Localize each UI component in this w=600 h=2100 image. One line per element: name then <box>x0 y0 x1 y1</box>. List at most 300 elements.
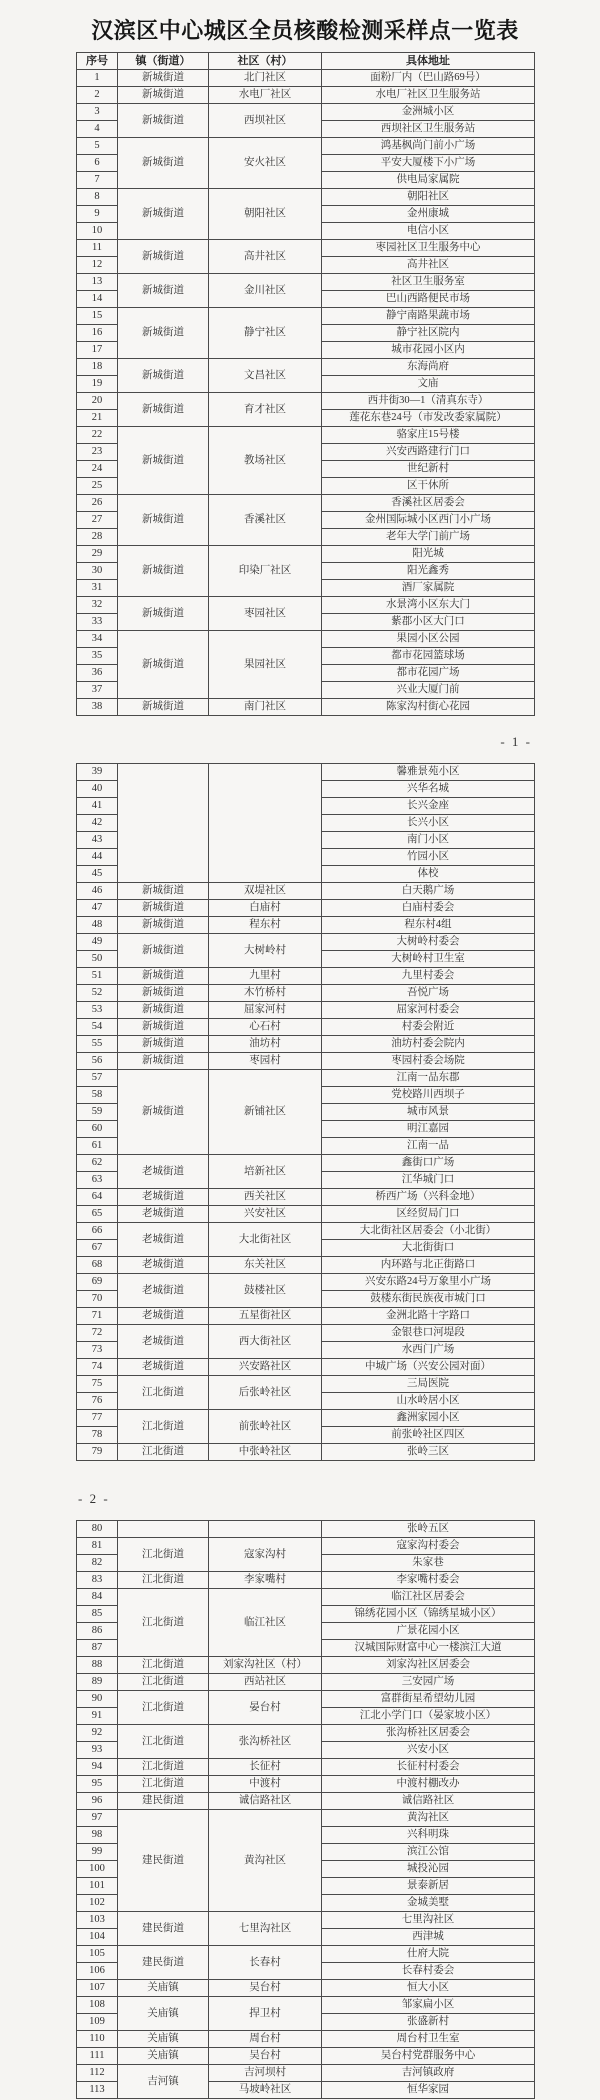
table-row <box>77 1912 535 1929</box>
address-cell: 李家嘴村委会 <box>322 1572 535 1589</box>
community-cell: 枣园社区 <box>209 597 322 631</box>
address-cell: 西井街30—1（清真东寺） <box>322 393 535 410</box>
address-cell: 党校路川西坝子 <box>322 1087 535 1104</box>
row-number-cell: 88 <box>77 1657 118 1674</box>
table-row <box>77 427 535 444</box>
community-cell: 张沟桥社区 <box>209 1725 322 1759</box>
address-cell: 城市风景 <box>322 1104 535 1121</box>
table-row <box>77 1572 535 1589</box>
town-cell: 江北街道 <box>118 1759 209 1776</box>
address-cell: 寇家沟村委会 <box>322 1538 535 1555</box>
community-cell: 新铺社区 <box>209 1070 322 1155</box>
community-cell: 大树岭村 <box>209 934 322 968</box>
community-cell: 李家嘴村 <box>209 1572 322 1589</box>
row-number-cell: 92 <box>77 1725 118 1742</box>
town-cell: 新城街道 <box>118 1053 209 1070</box>
town-cell: 江北街道 <box>118 1725 209 1759</box>
town-cell: 新城街道 <box>118 189 209 240</box>
address-cell: 吾悦广场 <box>322 985 535 1002</box>
address-cell: 大北街社区居委会（小北街） <box>322 1223 535 1240</box>
community-cell: 大北街社区 <box>209 1223 322 1257</box>
row-number-cell: 111 <box>77 2048 118 2065</box>
address-cell: 山水岭居小区 <box>322 1393 535 1410</box>
address-cell: 白庙村委会 <box>322 900 535 917</box>
town-cell: 建民街道 <box>118 1793 209 1810</box>
row-number-cell: 71 <box>77 1308 118 1325</box>
community-cell: 马坡岭社区 <box>209 2082 322 2099</box>
row-number-cell: 95 <box>77 1776 118 1793</box>
address-cell: 阳光鑫秀 <box>322 563 535 580</box>
address-cell: 兴业大厦门前 <box>322 682 535 699</box>
col-header-town: 镇（街道） <box>118 53 209 70</box>
address-cell: 枣园社区卫生服务中心 <box>322 240 535 257</box>
address-cell: 金州康城 <box>322 206 535 223</box>
row-number-cell: 44 <box>77 849 118 866</box>
col-header-community: 社区（村） <box>209 53 322 70</box>
town-cell: 老城街道 <box>118 1223 209 1257</box>
row-number-cell: 51 <box>77 968 118 985</box>
row-number-cell: 47 <box>77 900 118 917</box>
table-row <box>77 1997 535 2014</box>
table-row <box>77 2048 535 2065</box>
table-row <box>77 495 535 512</box>
row-number-cell: 50 <box>77 951 118 968</box>
town-cell: 江北街道 <box>118 1572 209 1589</box>
table-row <box>77 1410 535 1427</box>
table-row <box>77 2031 535 2048</box>
town-cell: 新城街道 <box>118 985 209 1002</box>
address-cell: 平安大厦楼下小广场 <box>322 155 535 172</box>
row-number-cell: 11 <box>77 240 118 257</box>
address-cell: 高井社区 <box>322 257 535 274</box>
town-cell: 新城街道 <box>118 87 209 104</box>
address-cell: 紫郡小区大门口 <box>322 614 535 631</box>
address-cell: 社区卫生服务室 <box>322 274 535 291</box>
address-cell: 都市花园广场 <box>322 665 535 682</box>
row-number-cell: 110 <box>77 2031 118 2048</box>
town-cell: 江北街道 <box>118 1376 209 1410</box>
table-row <box>77 1538 535 1555</box>
row-number-cell: 107 <box>77 1980 118 1997</box>
row-number-cell: 101 <box>77 1878 118 1895</box>
community-cell: 兴安社区 <box>209 1206 322 1223</box>
town-cell: 新城街道 <box>118 308 209 359</box>
page-title: 汉滨区中心城区全员核酸检测采样点一览表 <box>91 18 519 43</box>
address-cell: 朱家巷 <box>322 1555 535 1572</box>
community-cell: 屈家河村 <box>209 1002 322 1019</box>
row-number-cell: 33 <box>77 614 118 631</box>
town-cell: 建民街道 <box>118 1912 209 1946</box>
town-cell: 新城街道 <box>118 274 209 308</box>
address-cell: 区干休所 <box>322 478 535 495</box>
address-cell: 前张岭社区四区 <box>322 1427 535 1444</box>
table-body-page-2 <box>77 764 535 1461</box>
community-cell: 教场社区 <box>209 427 322 495</box>
community-cell: 西坝社区 <box>209 104 322 138</box>
row-number-cell: 63 <box>77 1172 118 1189</box>
town-cell: 老城街道 <box>118 1257 209 1274</box>
row-number-cell: 14 <box>77 291 118 308</box>
address-cell: 长春村委会 <box>322 1963 535 1980</box>
community-cell: 后张岭社区 <box>209 1376 322 1410</box>
address-cell: 枣园村委会场院 <box>322 1053 535 1070</box>
community-cell: 晏台村 <box>209 1691 322 1725</box>
table-row <box>77 1189 535 1206</box>
address-cell: 面粉厂内（巴山路69号） <box>322 70 535 87</box>
row-number-cell: 72 <box>77 1325 118 1342</box>
row-number-cell: 83 <box>77 1572 118 1589</box>
address-cell: 兴安东路24号万象里小广场 <box>322 1274 535 1291</box>
row-number-cell: 89 <box>77 1674 118 1691</box>
row-number-cell: 30 <box>77 563 118 580</box>
address-cell: 兴科明珠 <box>322 1827 535 1844</box>
address-cell: 滨江公馆 <box>322 1844 535 1861</box>
address-cell: 江南一品 <box>322 1138 535 1155</box>
address-cell: 兴安西路建行门口 <box>322 444 535 461</box>
table-row <box>77 1674 535 1691</box>
address-cell: 中城广场（兴安公园对面） <box>322 1359 535 1376</box>
scanned-document <box>76 0 534 2099</box>
community-cell: 捍卫村 <box>209 1997 322 2031</box>
row-number-cell: 22 <box>77 427 118 444</box>
row-number-cell: 60 <box>77 1121 118 1138</box>
community-cell: 高井社区 <box>209 240 322 274</box>
address-cell: 张盛新村 <box>322 2014 535 2031</box>
row-number-cell: 28 <box>77 529 118 546</box>
town-cell: 新城街道 <box>118 631 209 699</box>
row-number-cell: 82 <box>77 1555 118 1572</box>
row-number-cell: 73 <box>77 1342 118 1359</box>
row-number-cell: 74 <box>77 1359 118 1376</box>
community-cell: 程东村 <box>209 917 322 934</box>
row-number-cell: 94 <box>77 1759 118 1776</box>
address-cell: 大树岭村卫生室 <box>322 951 535 968</box>
header-row <box>77 53 535 70</box>
address-cell: 酒厂家属院 <box>322 580 535 597</box>
row-number-cell: 103 <box>77 1912 118 1929</box>
address-cell: 三局医院 <box>322 1376 535 1393</box>
town-cell: 江北街道 <box>118 1674 209 1691</box>
table-row <box>77 1019 535 1036</box>
community-cell <box>209 764 322 883</box>
town-cell: 新城街道 <box>118 427 209 495</box>
row-number-cell: 4 <box>77 121 118 138</box>
table-row <box>77 1053 535 1070</box>
community-cell: 七里沟社区 <box>209 1912 322 1946</box>
community-cell: 前张岭社区 <box>209 1410 322 1444</box>
row-number-cell: 68 <box>77 1257 118 1274</box>
town-cell: 关庙镇 <box>118 1980 209 1997</box>
table-row <box>77 1155 535 1172</box>
community-cell: 吉河坝村 <box>209 2065 322 2082</box>
table-row <box>77 1274 535 1291</box>
address-cell: 香溪社区居委会 <box>322 495 535 512</box>
town-cell: 新城街道 <box>118 359 209 393</box>
address-cell: 兴华名城 <box>322 781 535 798</box>
row-number-cell: 55 <box>77 1036 118 1053</box>
address-cell: 区经贸局门口 <box>322 1206 535 1223</box>
row-number-cell: 53 <box>77 1002 118 1019</box>
address-cell: 吴台村党群服务中心 <box>322 2048 535 2065</box>
row-number-cell: 12 <box>77 257 118 274</box>
page-number-1: - 1 - <box>500 734 532 749</box>
address-cell: 兴安小区 <box>322 1742 535 1759</box>
town-cell: 新城街道 <box>118 699 209 716</box>
address-cell: 仕府大院 <box>322 1946 535 1963</box>
address-cell: 金洲城小区 <box>322 104 535 121</box>
address-cell: 内环路与北正街路口 <box>322 1257 535 1274</box>
town-cell: 江北街道 <box>118 1776 209 1793</box>
row-number-cell: 112 <box>77 2065 118 2082</box>
community-cell: 中张岭社区 <box>209 1444 322 1461</box>
town-cell: 新城街道 <box>118 968 209 985</box>
row-number-cell: 113 <box>77 2082 118 2099</box>
community-cell: 印染厂社区 <box>209 546 322 597</box>
community-cell: 枣园村 <box>209 1053 322 1070</box>
town-cell: 江北街道 <box>118 1444 209 1461</box>
table-row <box>77 104 535 121</box>
row-number-cell: 104 <box>77 1929 118 1946</box>
table-row <box>77 1980 535 1997</box>
address-cell: 广景花园小区 <box>322 1623 535 1640</box>
table-row <box>77 1308 535 1325</box>
address-cell: 恒大小区 <box>322 1980 535 1997</box>
town-cell: 新城街道 <box>118 883 209 900</box>
address-cell: 大树岭村委会 <box>322 934 535 951</box>
table-row <box>77 900 535 917</box>
town-cell: 老城街道 <box>118 1308 209 1325</box>
row-number-cell: 46 <box>77 883 118 900</box>
community-cell: 白庙村 <box>209 900 322 917</box>
community-cell: 西关社区 <box>209 1189 322 1206</box>
address-cell: 锦绣花园小区（锦绣星城小区） <box>322 1606 535 1623</box>
address-cell: 静宁社区院内 <box>322 325 535 342</box>
row-number-cell: 102 <box>77 1895 118 1912</box>
table-row <box>77 1444 535 1461</box>
row-number-cell: 36 <box>77 665 118 682</box>
community-cell: 东关社区 <box>209 1257 322 1274</box>
address-cell: 邹家扁小区 <box>322 1997 535 2014</box>
row-number-cell: 76 <box>77 1393 118 1410</box>
table-row <box>77 87 535 104</box>
table-body-page-1 <box>77 70 535 716</box>
table-row <box>77 597 535 614</box>
town-cell: 老城街道 <box>118 1274 209 1308</box>
table-row <box>77 934 535 951</box>
address-cell: 莲花东巷24号（市发改委家属院） <box>322 410 535 427</box>
community-cell: 心石村 <box>209 1019 322 1036</box>
row-number-cell: 39 <box>77 764 118 781</box>
row-number-cell: 77 <box>77 1410 118 1427</box>
row-number-cell: 9 <box>77 206 118 223</box>
row-number-cell: 109 <box>77 2014 118 2031</box>
community-cell: 金川社区 <box>209 274 322 308</box>
row-number-cell: 79 <box>77 1444 118 1461</box>
address-cell: 金州国际城小区西门小广场 <box>322 512 535 529</box>
address-cell: 大北街街口 <box>322 1240 535 1257</box>
row-number-cell: 62 <box>77 1155 118 1172</box>
address-cell: 吉河镇政府 <box>322 2065 535 2082</box>
row-number-cell: 75 <box>77 1376 118 1393</box>
community-cell: 果园社区 <box>209 631 322 699</box>
town-cell: 老城街道 <box>118 1359 209 1376</box>
row-number-cell: 40 <box>77 781 118 798</box>
town-cell: 老城街道 <box>118 1206 209 1223</box>
table-row <box>77 1206 535 1223</box>
row-number-cell: 67 <box>77 1240 118 1257</box>
address-cell: 世纪新村 <box>322 461 535 478</box>
row-number-cell: 81 <box>77 1538 118 1555</box>
table-row <box>77 1359 535 1376</box>
community-cell: 刘家沟社区（村） <box>209 1657 322 1674</box>
row-number-cell: 99 <box>77 1844 118 1861</box>
community-cell: 静宁社区 <box>209 308 322 359</box>
address-cell: 体校 <box>322 866 535 883</box>
address-cell: 电信小区 <box>322 223 535 240</box>
town-cell: 江北街道 <box>118 1410 209 1444</box>
row-number-cell: 26 <box>77 495 118 512</box>
address-cell: 都市花园篮球场 <box>322 648 535 665</box>
row-number-cell: 34 <box>77 631 118 648</box>
town-cell: 新城街道 <box>118 240 209 274</box>
town-cell: 建民街道 <box>118 1810 209 1912</box>
address-cell: 三安园广场 <box>322 1674 535 1691</box>
address-cell: 鑫洲家园小区 <box>322 1410 535 1427</box>
row-number-cell: 105 <box>77 1946 118 1963</box>
community-cell: 周台村 <box>209 2031 322 2048</box>
town-cell: 新城街道 <box>118 1019 209 1036</box>
address-cell: 黄沟社区 <box>322 1810 535 1827</box>
community-cell: 西站社区 <box>209 1674 322 1691</box>
row-number-cell: 84 <box>77 1589 118 1606</box>
table-row <box>77 764 535 781</box>
address-cell: 金洲北路十字路口 <box>322 1308 535 1325</box>
town-cell: 新城街道 <box>118 138 209 189</box>
row-number-cell: 98 <box>77 1827 118 1844</box>
address-cell: 水西门广场 <box>322 1342 535 1359</box>
row-number-cell: 7 <box>77 172 118 189</box>
table-row <box>77 1759 535 1776</box>
address-cell: 长兴金座 <box>322 798 535 815</box>
table-row <box>77 240 535 257</box>
address-cell: 程东村4组 <box>322 917 535 934</box>
address-cell: 江华城门口 <box>322 1172 535 1189</box>
row-number-cell: 65 <box>77 1206 118 1223</box>
row-number-cell: 2 <box>77 87 118 104</box>
address-cell: 金城美墅 <box>322 1895 535 1912</box>
table-row <box>77 1691 535 1708</box>
community-cell: 育才社区 <box>209 393 322 427</box>
table-row <box>77 70 535 87</box>
row-number-cell: 66 <box>77 1223 118 1240</box>
table-row <box>77 1325 535 1342</box>
row-number-cell: 5 <box>77 138 118 155</box>
address-cell: 城投沁园 <box>322 1861 535 1878</box>
table-row <box>77 189 535 206</box>
table-row <box>77 1725 535 1742</box>
address-cell: 老年大学门前广场 <box>322 529 535 546</box>
community-cell: 北门社区 <box>209 70 322 87</box>
town-cell: 江北街道 <box>118 1589 209 1657</box>
table-row <box>77 1070 535 1087</box>
address-cell: 江南一品东郡 <box>322 1070 535 1087</box>
row-number-cell: 13 <box>77 274 118 291</box>
row-number-cell: 61 <box>77 1138 118 1155</box>
row-number-cell: 69 <box>77 1274 118 1291</box>
row-number-cell: 45 <box>77 866 118 883</box>
row-number-cell: 100 <box>77 1861 118 1878</box>
address-cell: 金银巷口河堤段 <box>322 1325 535 1342</box>
town-cell: 新城街道 <box>118 917 209 934</box>
row-number-cell: 20 <box>77 393 118 410</box>
address-cell: 周台村卫生室 <box>322 2031 535 2048</box>
community-cell: 中渡村 <box>209 1776 322 1793</box>
address-cell: 刘家沟社区居委会 <box>322 1657 535 1674</box>
col-header-no: 序号 <box>77 53 118 70</box>
row-number-cell: 35 <box>77 648 118 665</box>
row-number-cell: 86 <box>77 1623 118 1640</box>
address-cell: 诚信路社区 <box>322 1793 535 1810</box>
table-row <box>77 1223 535 1240</box>
table-row <box>77 1793 535 1810</box>
row-number-cell: 108 <box>77 1997 118 2014</box>
row-number-cell: 96 <box>77 1793 118 1810</box>
row-number-cell: 18 <box>77 359 118 376</box>
address-cell: 竹园小区 <box>322 849 535 866</box>
address-cell: 景泰新居 <box>322 1878 535 1895</box>
row-number-cell: 6 <box>77 155 118 172</box>
town-cell: 新城街道 <box>118 393 209 427</box>
address-cell: 馨雅景苑小区 <box>322 764 535 781</box>
row-number-cell: 85 <box>77 1606 118 1623</box>
row-number-cell: 17 <box>77 342 118 359</box>
row-number-cell: 37 <box>77 682 118 699</box>
address-cell: 长兴小区 <box>322 815 535 832</box>
address-cell: 中渡村棚改办 <box>322 1776 535 1793</box>
address-cell: 张沟桥社区居委会 <box>322 1725 535 1742</box>
address-cell: 鸿基枫尚门前小广场 <box>322 138 535 155</box>
address-cell: 张岭三区 <box>322 1444 535 1461</box>
sampling-points-table-page-1 <box>76 52 535 716</box>
address-cell: 城市花园小区内 <box>322 342 535 359</box>
row-number-cell: 80 <box>77 1521 118 1538</box>
town-cell: 江北街道 <box>118 1657 209 1674</box>
address-cell: 果园小区公园 <box>322 631 535 648</box>
address-cell: 村委会附近 <box>322 1019 535 1036</box>
row-number-cell: 49 <box>77 934 118 951</box>
table-row <box>77 1946 535 1963</box>
table-row <box>77 1002 535 1019</box>
table-row <box>77 546 535 563</box>
address-cell: 江北小学门口（晏家坡小区） <box>322 1708 535 1725</box>
community-cell: 西大街社区 <box>209 1325 322 1359</box>
address-cell: 油坊村委会院内 <box>322 1036 535 1053</box>
table-row <box>77 1657 535 1674</box>
community-cell: 油坊村 <box>209 1036 322 1053</box>
address-cell: 水景湾小区东大门 <box>322 597 535 614</box>
address-cell: 张岭五区 <box>322 1521 535 1538</box>
page-number-2: - 2 - <box>78 1491 110 1506</box>
address-cell: 鼓楼东街民族夜市城门口 <box>322 1291 535 1308</box>
address-cell: 阳光城 <box>322 546 535 563</box>
row-number-cell: 1 <box>77 70 118 87</box>
address-cell: 九里村委会 <box>322 968 535 985</box>
row-number-cell: 87 <box>77 1640 118 1657</box>
table-row <box>77 2065 535 2082</box>
town-cell: 新城街道 <box>118 597 209 631</box>
row-number-cell: 70 <box>77 1291 118 1308</box>
community-cell: 长征村 <box>209 1759 322 1776</box>
